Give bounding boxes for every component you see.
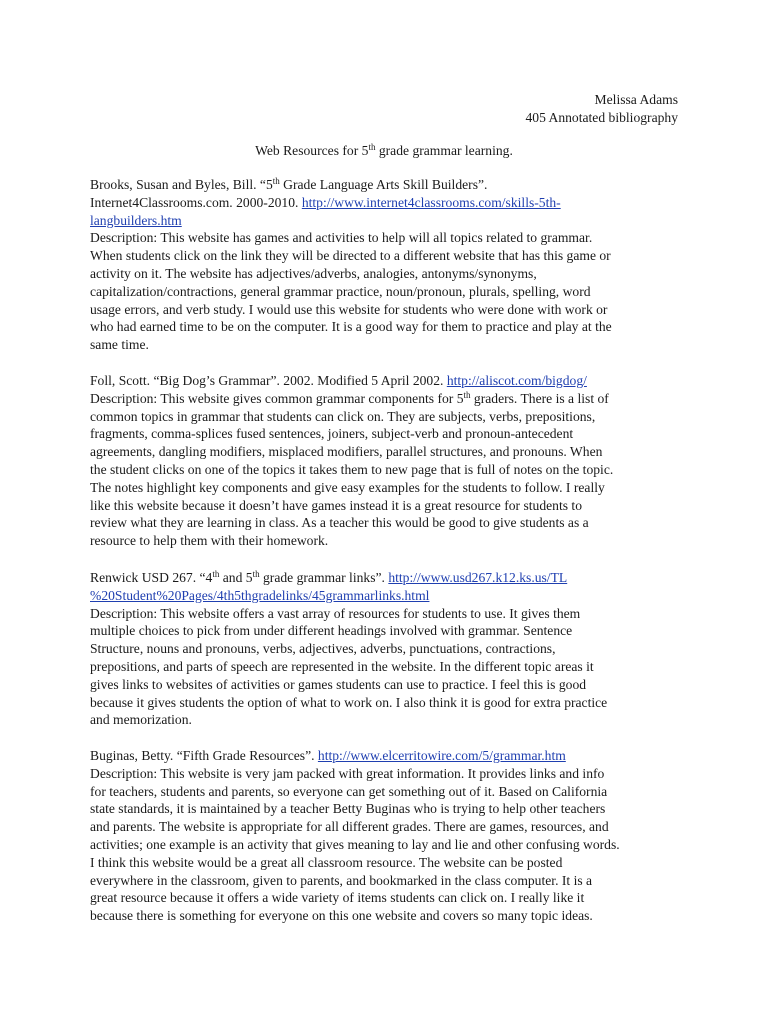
bibliography-entry-brooks bbox=[90, 176, 680, 354]
description-line: usage errors, and verb study. I would use this website for students who were done with work or bbox=[90, 301, 608, 317]
description-line: Description: This website offers a vast array of resources for students to use. It gives them bbox=[90, 605, 581, 621]
description-line: the student clicks on one of the topics it takes them to new page that is full of notes on the topic. bbox=[90, 461, 614, 477]
citation-line bbox=[90, 587, 680, 605]
description-line: activities; one example is an activity that gives meaning to lay and lie and other confusing words. bbox=[90, 836, 620, 852]
description-line: who had earned time to be on the computer. It is a good way for them to practice and play at the bbox=[90, 319, 612, 335]
description-line: and parents. The website is appropriate for all different grades. There are games, resources, and bbox=[90, 819, 609, 835]
description-line: because there is something for everyone on this one website and covers so many topic ideas. bbox=[90, 908, 593, 924]
description-line: When students click on the link they will be directed to a different website that has this game or bbox=[90, 248, 611, 264]
citation-line: Brooks, Susan and Byles, Bill. “5th Grade Language Arts Skill Builders”. bbox=[90, 176, 488, 192]
description-line: common topics in grammar that students can click on. They are subjects, verbs, prepositions, bbox=[90, 408, 596, 424]
citation-link[interactable]: http://aliscot.com/bigdog/ bbox=[446, 373, 587, 388]
description-line: great resource because it offers a wide variety of items students can click on. I really like it bbox=[90, 890, 585, 906]
description-line: fragments, comma-splices fused sentences, joiners, subject-verb and pronoun-antecedent bbox=[90, 426, 574, 442]
author-name: Melissa Adams bbox=[594, 92, 678, 107]
description-line: prepositions, and parts of speech are represented in the website. In the different topic areas it bbox=[90, 658, 594, 674]
citation-line: Renwick USD 267. “4th and 5th grade grammar links”. http://www.usd267.k12.ks.us/TL bbox=[90, 569, 568, 585]
description-line: same time. bbox=[90, 337, 149, 353]
citation-link[interactable]: %20Student%20Pages/4th5thgradelinks/45grammarlinks.html bbox=[90, 587, 430, 603]
bibliography-entry-foll bbox=[90, 372, 680, 550]
citation-line: Buginas, Betty. “Fifth Grade Resources”. http://www.elcerritowire.com/5/grammar.htm bbox=[90, 748, 566, 763]
description-line: I think this website would be a great all classroom resource. The website can be posted bbox=[90, 854, 563, 870]
citation-line bbox=[90, 212, 680, 230]
course-label: 405 Annotated bibliography bbox=[525, 110, 678, 125]
description-line: everywhere in the classroom, given to parents, and bookmarked in the class computer. It is a bbox=[90, 872, 593, 888]
description-line: review what they are learning in class. As a teacher this would be good to give students as a bbox=[90, 515, 589, 531]
description-line: Structure, nouns and pronouns, verbs, adjectives, adverbs, punctuations, contractions, bbox=[90, 641, 556, 657]
citation-line: Foll, Scott. “Big Dog’s Grammar”. 2002. Modified 5 April 2002. http://aliscot.com/bigdog/ bbox=[90, 373, 587, 388]
description-line: and memorization. bbox=[90, 712, 192, 728]
description-line: resource to help them with their homework. bbox=[90, 533, 329, 549]
description-line: because it gives students the option of what to work on. I also think it is good for extra practice bbox=[90, 694, 608, 710]
description-line: state standards, it is maintained by a teacher Betty Buginas who is trying to help other teachers bbox=[90, 801, 606, 817]
document-title: Web Resources for 5th grade grammar learning. bbox=[255, 142, 513, 158]
citation-link[interactable]: langbuilders.htm bbox=[90, 212, 182, 228]
citation-link[interactable]: http://www.internet4classrooms.com/skills-5th- bbox=[301, 194, 561, 210]
description-line: Description: This website has games and activities to help will all topics related to grammar. bbox=[90, 230, 593, 246]
citation-link[interactable]: http://www.usd267.k12.ks.us/TL bbox=[388, 570, 568, 585]
description-line: activity on it. The website has adjectives/adverbs, analogies, antonyms/synonyms, bbox=[90, 265, 537, 281]
document-header bbox=[525, 91, 678, 127]
description-line: for teachers, students and parents, so everyone can get something out of it. Based on California bbox=[90, 783, 608, 799]
description-line: Description: This website is very jam packed with great information. It provides links and info bbox=[90, 765, 605, 781]
description-line: gives links to websites of activities or games students can use to practice. I feel this is good bbox=[90, 676, 587, 692]
description-line: The notes highlight key components and give easy examples for the students to follow. I really bbox=[90, 479, 605, 495]
citation-link[interactable]: http://www.elcerritowire.com/5/grammar.htm bbox=[317, 748, 566, 763]
description-line: capitalization/contractions, general grammar practice, noun/pronoun, plurals, spelling, word bbox=[90, 283, 591, 299]
description-line: Description: This website gives common grammar components for 5th graders. There is a list of bbox=[90, 389, 609, 406]
bibliography-entry-buginas bbox=[90, 747, 680, 925]
bibliography-entry-renwick bbox=[90, 569, 680, 729]
description-line: multiple choices to pick from under different headings involved with grammar. Sentence bbox=[90, 623, 573, 639]
description-line: agreements, dangling modifiers, misplaced modifiers, parallel structures, and pronouns. When bbox=[90, 444, 603, 460]
description-line: like this website because it doesn’t have games instead it is a great resource for students to bbox=[90, 497, 583, 513]
citation-line: Internet4Classrooms.com. 2000-2010. http://www.internet4classrooms.com/skills-5th- bbox=[90, 194, 561, 210]
